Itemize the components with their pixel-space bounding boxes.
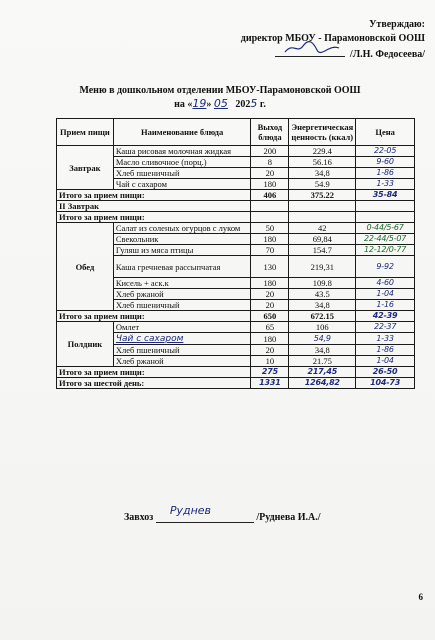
dish-cell: Гуляш из мяса птицы xyxy=(113,245,251,256)
date-year-suffix: г. xyxy=(257,99,266,110)
total-row-day xyxy=(57,378,415,389)
price-cell: 0-44/5-67 xyxy=(356,223,415,234)
total-out: 406 xyxy=(251,190,289,201)
header-meal: Прием пищи xyxy=(57,119,114,146)
price-cell: 1-16 xyxy=(356,300,415,311)
dish-cell: Кисель + аск.к xyxy=(113,278,251,289)
energy-cell: 106 xyxy=(289,322,356,333)
meal-row-breakfast2 xyxy=(57,201,415,212)
energy-cell: 56.16 xyxy=(289,157,356,168)
dish-cell: Хлеб пшеничный xyxy=(113,300,251,311)
price-cell: 1-33 xyxy=(356,333,415,345)
total-label: Итого за прием пищи: xyxy=(57,367,251,378)
table-row xyxy=(57,322,415,333)
supply-manager-signature xyxy=(156,504,254,523)
energy-cell: 54.9 xyxy=(289,179,356,190)
energy-cell: 21.75 xyxy=(289,356,356,367)
table-row xyxy=(57,223,415,234)
meal-label-breakfast2: II Завтрак xyxy=(57,201,251,212)
price-cell: 1-04 xyxy=(356,289,415,300)
dish-cell: Омлет xyxy=(113,322,251,333)
footer-signature xyxy=(124,504,384,523)
meal-label-breakfast: Завтрак xyxy=(57,146,114,190)
empty-cell xyxy=(251,212,289,223)
dish-cell xyxy=(113,333,251,345)
meal-label-lunch: Обед xyxy=(57,223,114,311)
out-cell: 8 xyxy=(251,157,289,168)
dish-handwritten: Чай с сахаром xyxy=(115,334,184,344)
header-out: Выход блюда xyxy=(251,119,289,146)
date-mid: » xyxy=(206,99,212,110)
total-energy: 217,45 xyxy=(289,367,356,378)
price-cell: 9-92 xyxy=(356,256,415,278)
date-year-prefix: 202 xyxy=(235,99,251,110)
header-dish: Наименование блюда xyxy=(113,119,251,146)
out-cell: 65 xyxy=(251,322,289,333)
footer-prefix: Завхоз xyxy=(124,512,154,523)
out-cell: 180 xyxy=(251,179,289,190)
price-cell: 1-86 xyxy=(356,345,415,356)
date-day: 19 xyxy=(192,97,207,110)
director-signature xyxy=(275,46,345,57)
price-cell: 4-60 xyxy=(356,278,415,289)
approval-position: директор МБОУ - Парамоновской ООШ xyxy=(240,33,425,44)
header-energy: Энергетическая ценность (ккал) xyxy=(289,119,356,146)
total-row-breakfast xyxy=(57,190,415,201)
out-cell: 200 xyxy=(251,146,289,157)
page-number: 6 xyxy=(418,592,423,602)
total-price: 42-39 xyxy=(356,311,415,322)
empty-cell xyxy=(251,201,289,212)
price-cell: 22-44/5-07 xyxy=(356,234,415,245)
energy-cell: 109.8 xyxy=(289,278,356,289)
day-total-energy: 1264,82 xyxy=(289,378,356,389)
energy-cell: 54,9 xyxy=(289,333,356,345)
out-cell: 130 xyxy=(251,256,289,278)
energy-cell: 154.7 xyxy=(289,245,356,256)
dish-cell: Хлеб ржаной xyxy=(113,289,251,300)
total-row-lunch xyxy=(57,311,415,322)
energy-cell: 34,8 xyxy=(289,345,356,356)
empty-cell xyxy=(289,201,356,212)
price-cell: 1-33 xyxy=(356,179,415,190)
menu-heading xyxy=(60,84,380,111)
price-cell: 1-04 xyxy=(356,356,415,367)
total-price: 35-84 xyxy=(356,190,415,201)
out-cell: 70 xyxy=(251,245,289,256)
price-cell: 9-60 xyxy=(356,157,415,168)
dish-cell: Чай с сахаром xyxy=(113,179,251,190)
price-cell: 1-86 xyxy=(356,168,415,179)
price-cell: 12-12/0-77 xyxy=(356,245,415,256)
out-cell: 20 xyxy=(251,168,289,179)
day-total-out: 1331 xyxy=(251,378,289,389)
price-cell: 22-37 xyxy=(356,322,415,333)
energy-cell: 34,8 xyxy=(289,168,356,179)
total-row-snack xyxy=(57,367,415,378)
total-price: 26-50 xyxy=(356,367,415,378)
menu-table xyxy=(56,118,415,389)
total-label: Итого за прием пищи: xyxy=(57,212,251,223)
dish-cell: Свекольник xyxy=(113,234,251,245)
total-label: Итого за прием пищи: xyxy=(57,190,251,201)
dish-cell: Хлеб пшеничный xyxy=(113,345,251,356)
total-energy: 672.15 xyxy=(289,311,356,322)
empty-cell xyxy=(356,212,415,223)
empty-cell xyxy=(289,212,356,223)
empty-cell xyxy=(356,201,415,212)
signature-text: Руднев xyxy=(169,504,212,517)
day-total-label: Итого за шестой день: xyxy=(57,378,251,389)
out-cell: 20 xyxy=(251,300,289,311)
date-prefix: на « xyxy=(174,99,193,110)
table-header-row xyxy=(57,119,415,146)
total-out: 275 xyxy=(251,367,289,378)
meal-label-snack: Полдник xyxy=(57,322,114,367)
approval-title: Утверждаю: xyxy=(369,19,425,30)
out-cell: 10 xyxy=(251,356,289,367)
total-label: Итого за прием пищи: xyxy=(57,311,251,322)
signature-icon xyxy=(283,40,343,56)
day-total-price: 104-73 xyxy=(356,378,415,389)
date-month: 05 xyxy=(213,97,228,110)
out-cell: 20 xyxy=(251,289,289,300)
date-year-digit: 5 xyxy=(250,97,258,110)
energy-cell: 229.4 xyxy=(289,146,356,157)
total-energy: 375.22 xyxy=(289,190,356,201)
dish-cell: Хлеб пшеничный xyxy=(113,168,251,179)
energy-cell: 34,8 xyxy=(289,300,356,311)
price-cell: 22-05 xyxy=(356,146,415,157)
dish-cell: Хлеб ржаной xyxy=(113,356,251,367)
out-cell: 180 xyxy=(251,333,289,345)
dish-cell: Каша рисовая молочная жидкая xyxy=(113,146,251,157)
total-out: 650 xyxy=(251,311,289,322)
approval-block xyxy=(195,18,425,62)
energy-cell: 43.5 xyxy=(289,289,356,300)
out-cell: 50 xyxy=(251,223,289,234)
energy-cell: 69,84 xyxy=(289,234,356,245)
energy-cell: 219,31 xyxy=(289,256,356,278)
dish-cell: Каша гречневая рассыпчатая xyxy=(113,256,251,278)
out-cell: 180 xyxy=(251,234,289,245)
out-cell: 180 xyxy=(251,278,289,289)
total-row-breakfast2 xyxy=(57,212,415,223)
out-cell: 20 xyxy=(251,345,289,356)
table-row xyxy=(57,146,415,157)
energy-cell: 42 xyxy=(289,223,356,234)
menu-title: Меню в дошкольном отделении МБОУ-Парамоновской ООШ xyxy=(79,85,361,96)
menu-date xyxy=(60,97,380,111)
director-name: /Л.Н. Федосеева/ xyxy=(349,49,425,60)
header-price: Цена xyxy=(356,119,415,146)
footer-name: /Руднева И.А./ xyxy=(256,512,321,523)
approval-signature-line xyxy=(195,46,425,62)
dish-cell: Масло сливочное (порц.) xyxy=(113,157,251,168)
dish-cell: Салат из соленых огурцов с луком xyxy=(113,223,251,234)
